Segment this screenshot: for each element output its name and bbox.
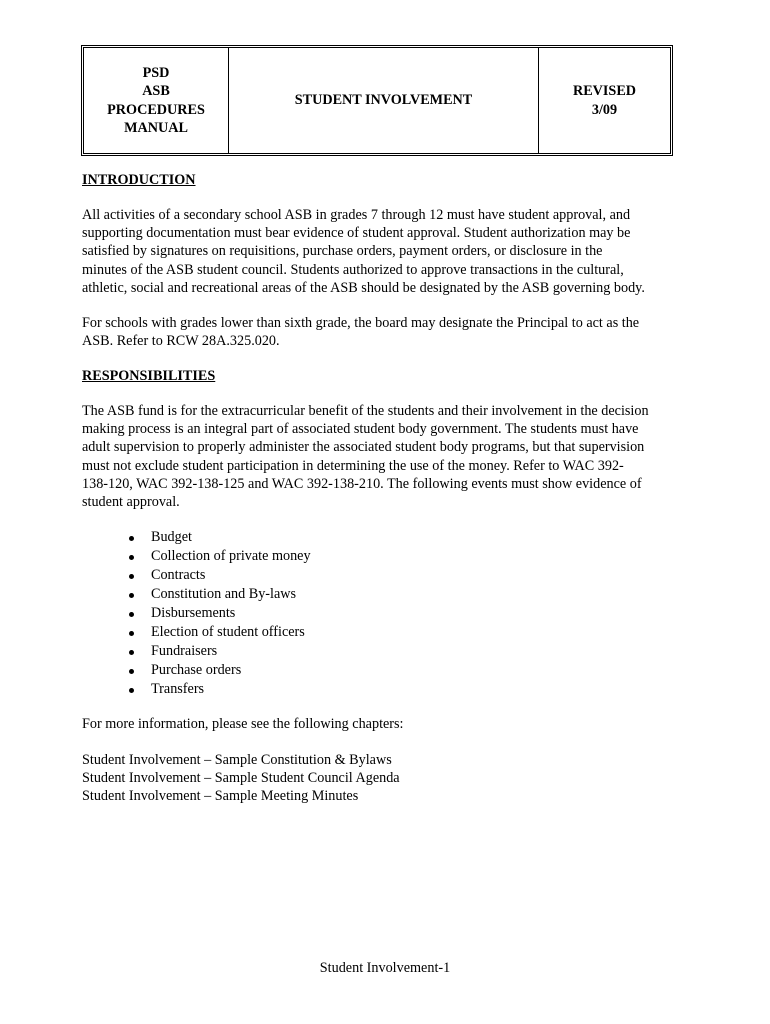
- list-item-label: Purchase orders: [151, 662, 242, 678]
- bullet-icon: [129, 536, 134, 541]
- introduction-paragraph-2: For schools with grades lower than sixth grade, the board may designate the Principal to act as the ASB. Refer to RCW 28A.325.020.: [82, 315, 640, 350]
- revised-date: 3/09: [591, 101, 618, 118]
- list-item: [126, 661, 311, 680]
- list-item: [126, 604, 311, 623]
- section-title-cell: [229, 48, 539, 153]
- responsibilities-heading: RESPONSIBILITIES: [82, 368, 216, 384]
- chapter-list: [82, 751, 400, 806]
- bullet-icon: [129, 669, 134, 674]
- list-item-label: Collection of private money: [151, 548, 311, 564]
- manual-name-line: PROCEDURES: [107, 101, 205, 118]
- list-item-label: Constitution and By-laws: [151, 586, 297, 602]
- manual-name-line: MANUAL: [124, 120, 188, 136]
- list-item-label: Budget: [151, 529, 192, 545]
- bullet-icon: [129, 593, 134, 598]
- bullet-icon: [129, 631, 134, 636]
- manual-name-line: ASB: [142, 83, 170, 99]
- list-item-label: Fundraisers: [151, 643, 218, 659]
- list-item: [126, 623, 311, 642]
- bullet-icon: [129, 574, 134, 579]
- list-item: [126, 528, 311, 547]
- list-item: [126, 642, 311, 661]
- approval-events-list: [126, 528, 311, 699]
- more-info-text: For more information, please see the following chapters:: [82, 716, 404, 732]
- list-item: [126, 680, 311, 699]
- list-item-label: Transfers: [151, 681, 205, 697]
- page-footer: Student Involvement-1: [319, 960, 451, 976]
- header-table: [81, 45, 673, 156]
- manual-name-line: PSD: [142, 64, 170, 81]
- chapter-reference: Student Involvement – Sample Constitution & Bylaws: [82, 752, 392, 768]
- bullet-icon: [129, 650, 134, 655]
- introduction-paragraph-1: All activities of a secondary school ASB in grades 7 through 12 must have student approval, and supporting documentation must bear evidence of student approval. Student authorization may be satisfied by signatures on requisitions, purchase orders, payment orders, or disclosure in the minutes of the ASB student council. Students authorized to approve transactions in the cultural, athletic, social and recreational areas of the ASB should be designated by the ASB governing body.: [82, 207, 645, 296]
- bullet-icon: [129, 612, 134, 617]
- list-item-label: Election of student officers: [151, 624, 305, 640]
- manual-name-cell: [84, 48, 229, 153]
- list-item: [126, 547, 311, 566]
- responsibilities-paragraph: The ASB fund is for the extracurricular benefit of the students and their involvement in the decision making process is an integral part of associated student body government. The students must have adult supervision to properly administer the associated student body programs, but that supervision must not exclude student participation in determining the use of the money. Refer to WAC 392- 138-120, WAC 392-138-125 and WAC 392-138-210. The following events must show evidence of student approval.: [82, 403, 649, 511]
- list-item: [126, 585, 311, 604]
- chapter-reference: Student Involvement – Sample Student Council Agenda: [82, 770, 400, 787]
- chapter-reference: Student Involvement – Sample Meeting Minutes: [82, 788, 359, 805]
- section-title: STUDENT INVOLVEMENT: [294, 92, 473, 109]
- revision-cell: [539, 48, 670, 153]
- list-item-label: Contracts: [151, 567, 206, 583]
- bullet-icon: [129, 555, 134, 560]
- list-item: [126, 566, 311, 585]
- introduction-heading: INTRODUCTION: [82, 172, 196, 188]
- list-item-label: Disbursements: [151, 605, 236, 621]
- revised-label: REVISED: [572, 83, 637, 99]
- bullet-icon: [129, 688, 134, 693]
